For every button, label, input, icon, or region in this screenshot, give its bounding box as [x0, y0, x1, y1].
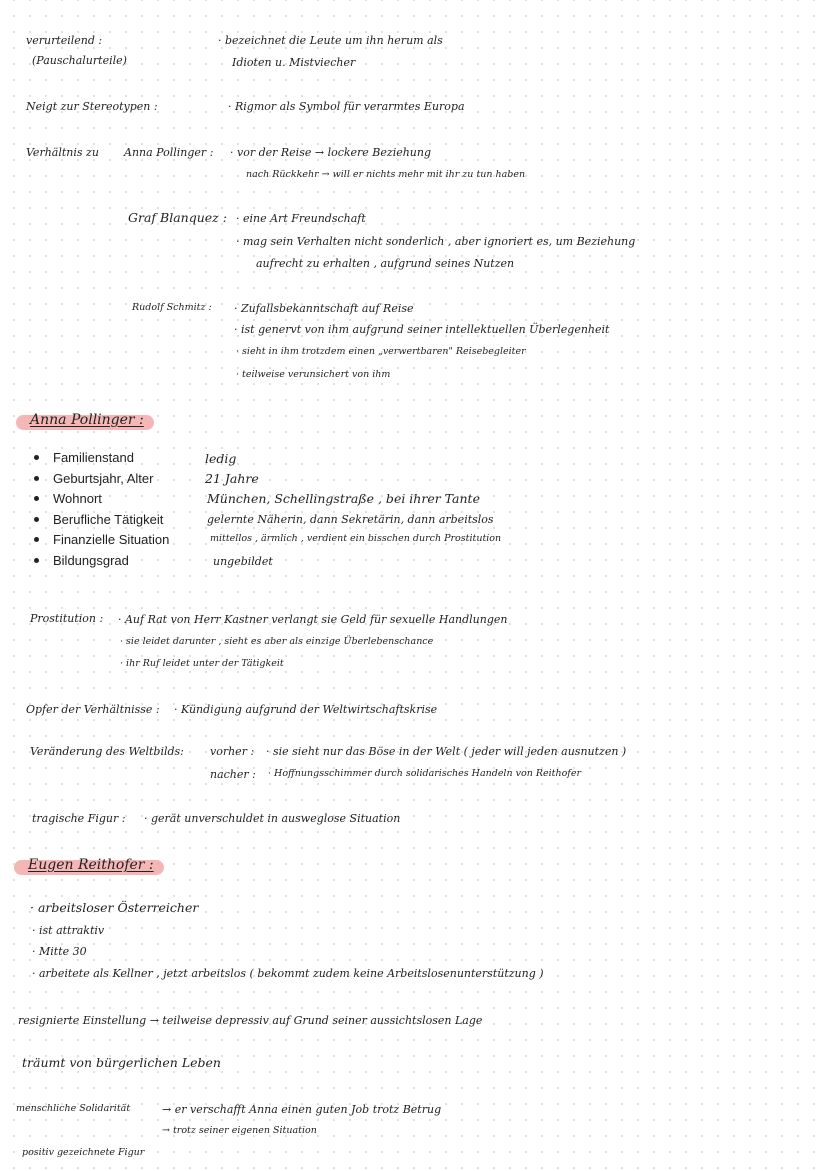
- anna-value-beruf: gelernte Näherin, dann Sekretärin, dann arbeitslos: [207, 513, 494, 526]
- anna-heading: Anna Pollinger :: [16, 410, 154, 431]
- verurteilend-sub: (Pauschalurteile): [32, 54, 127, 67]
- anna-value-geburtsjahr: 21 Jahre: [205, 471, 259, 486]
- verhaeltnis-label: Verhältnis zu: [26, 146, 99, 159]
- anna-value-finanzen: mittellos , ärmlich , verdient ein bisschen durch Prostitution: [210, 533, 502, 544]
- tragisch-text: · gerät unverschuldet in ausweglose Situation: [144, 812, 401, 825]
- eugen-bullet-1: · arbeitsloser Österreicher: [30, 900, 199, 915]
- prostitution-label: Prostitution :: [30, 612, 104, 625]
- anna-value-bildung: ungebildet: [213, 555, 273, 568]
- schmitz-label: Rudolf Schmitz :: [132, 302, 212, 313]
- verurteilend-text-2: Idioten u. Mistviecher: [232, 56, 356, 69]
- bullet-icon: [34, 476, 39, 481]
- anna-relation-text-1: · vor der Reise → lockere Beziehung: [230, 146, 432, 159]
- prostitution-text-1: · Auf Rat von Herr Kastner verlangt sie Geld für sexuelle Handlungen: [118, 613, 508, 626]
- anna-value-familienstand: ledig: [205, 451, 237, 466]
- anna-relation-text-2: nach Rückkehr → will er nichts mehr mit ihr zu tun haben: [246, 169, 526, 180]
- positiv-text: positiv gezeichnete Figur: [22, 1147, 145, 1158]
- anna-field-finanzen: Finanzielle Situation: [34, 533, 169, 546]
- bullet-icon: [34, 496, 39, 501]
- verurteilend-label: verurteilend :: [26, 34, 103, 47]
- schmitz-text-3: · sieht in ihm trotzdem einen „verwertbaren" Reisebegleiter: [236, 346, 526, 357]
- opfer-label: Opfer der Verhältnisse :: [26, 703, 160, 716]
- eugen-bullet-4: · arbeitete als Kellner , jetzt arbeitslos ( bekommt zudem keine Arbeitslosenunterstützung ): [32, 967, 544, 980]
- bullet-icon: [34, 517, 39, 522]
- bullet-icon: [34, 558, 39, 563]
- schmitz-text-1: · Zufallsbekanntschaft auf Reise: [234, 302, 414, 315]
- eugen-heading: Eugen Reithofer :: [14, 855, 164, 876]
- graf-label: Graf Blanquez :: [128, 210, 227, 225]
- graf-text-1: · eine Art Freundschaft: [236, 212, 366, 225]
- nachher-label: nacher :: [210, 768, 256, 781]
- vorher-label: vorher :: [210, 745, 255, 758]
- solidaritaet-text-1: → er verschafft Anna einen guten Job trotz Betrug: [162, 1103, 442, 1116]
- anna-field-geburtsjahr: Geburtsjahr, Alter: [34, 472, 153, 485]
- opfer-text: · Kündigung aufgrund der Weltwirtschaftskrise: [174, 703, 438, 716]
- eugen-bullet-3: · Mitte 30: [32, 945, 87, 958]
- schmitz-text-2: · ist genervt von ihm aufgrund seiner intellektuellen Überlegenheit: [234, 323, 610, 336]
- verurteilend-text-1: · bezeichnet die Leute um ihn herum als: [218, 34, 443, 47]
- nachher-text: · Hoffnungsschimmer durch solidarisches Handeln von Reithofer: [268, 768, 581, 779]
- anna-field-bildung: Bildungsgrad: [34, 554, 129, 567]
- tragisch-label: tragische Figur :: [32, 812, 126, 825]
- stereotypen-label: Neigt zur Stereotypen :: [26, 100, 158, 113]
- anna-value-wohnort: München, Schellingstraße , bei ihrer Tante: [207, 491, 480, 506]
- schmitz-text-4: · teilweise verunsichert von ihm: [236, 369, 391, 380]
- resigniert-text: resignierte Einstellung → teilweise depressiv auf Grund seiner aussichtslosen Lage: [18, 1014, 483, 1027]
- anna-field-familienstand: Familienstand: [34, 451, 134, 464]
- anna-relation-label: Anna Pollinger :: [124, 146, 214, 159]
- bullet-icon: [34, 455, 39, 460]
- solidaritaet-label: menschliche Solidarität: [16, 1103, 131, 1114]
- eugen-bullet-2: · ist attraktiv: [32, 924, 105, 937]
- traeumt-text: träumt von bürgerlichen Leben: [22, 1055, 221, 1070]
- solidaritaet-text-2: → trotz seiner eigenen Situation: [162, 1125, 317, 1136]
- stereotypen-text: · Rigmor als Symbol für verarmtes Europa: [228, 100, 465, 113]
- anna-field-beruf: Berufliche Tätigkeit: [34, 513, 163, 526]
- graf-text-2: · mag sein Verhalten nicht sonderlich , aber ignoriert es, um Beziehung: [236, 235, 636, 248]
- prostitution-text-3: · ihr Ruf leidet unter der Tätigkeit: [120, 658, 284, 669]
- anna-field-wohnort: Wohnort: [34, 492, 102, 505]
- weltbild-label: Veränderung des Weltbilds:: [30, 745, 184, 758]
- prostitution-text-2: · sie leidet darunter , sieht es aber als einzige Überlebenschance: [120, 636, 434, 647]
- vorher-text: · sie sieht nur das Böse in der Welt ( jeder will jeden ausnutzen ): [266, 745, 627, 758]
- bullet-icon: [34, 537, 39, 542]
- graf-text-3: aufrecht zu erhalten , aufgrund seines Nutzen: [256, 257, 515, 270]
